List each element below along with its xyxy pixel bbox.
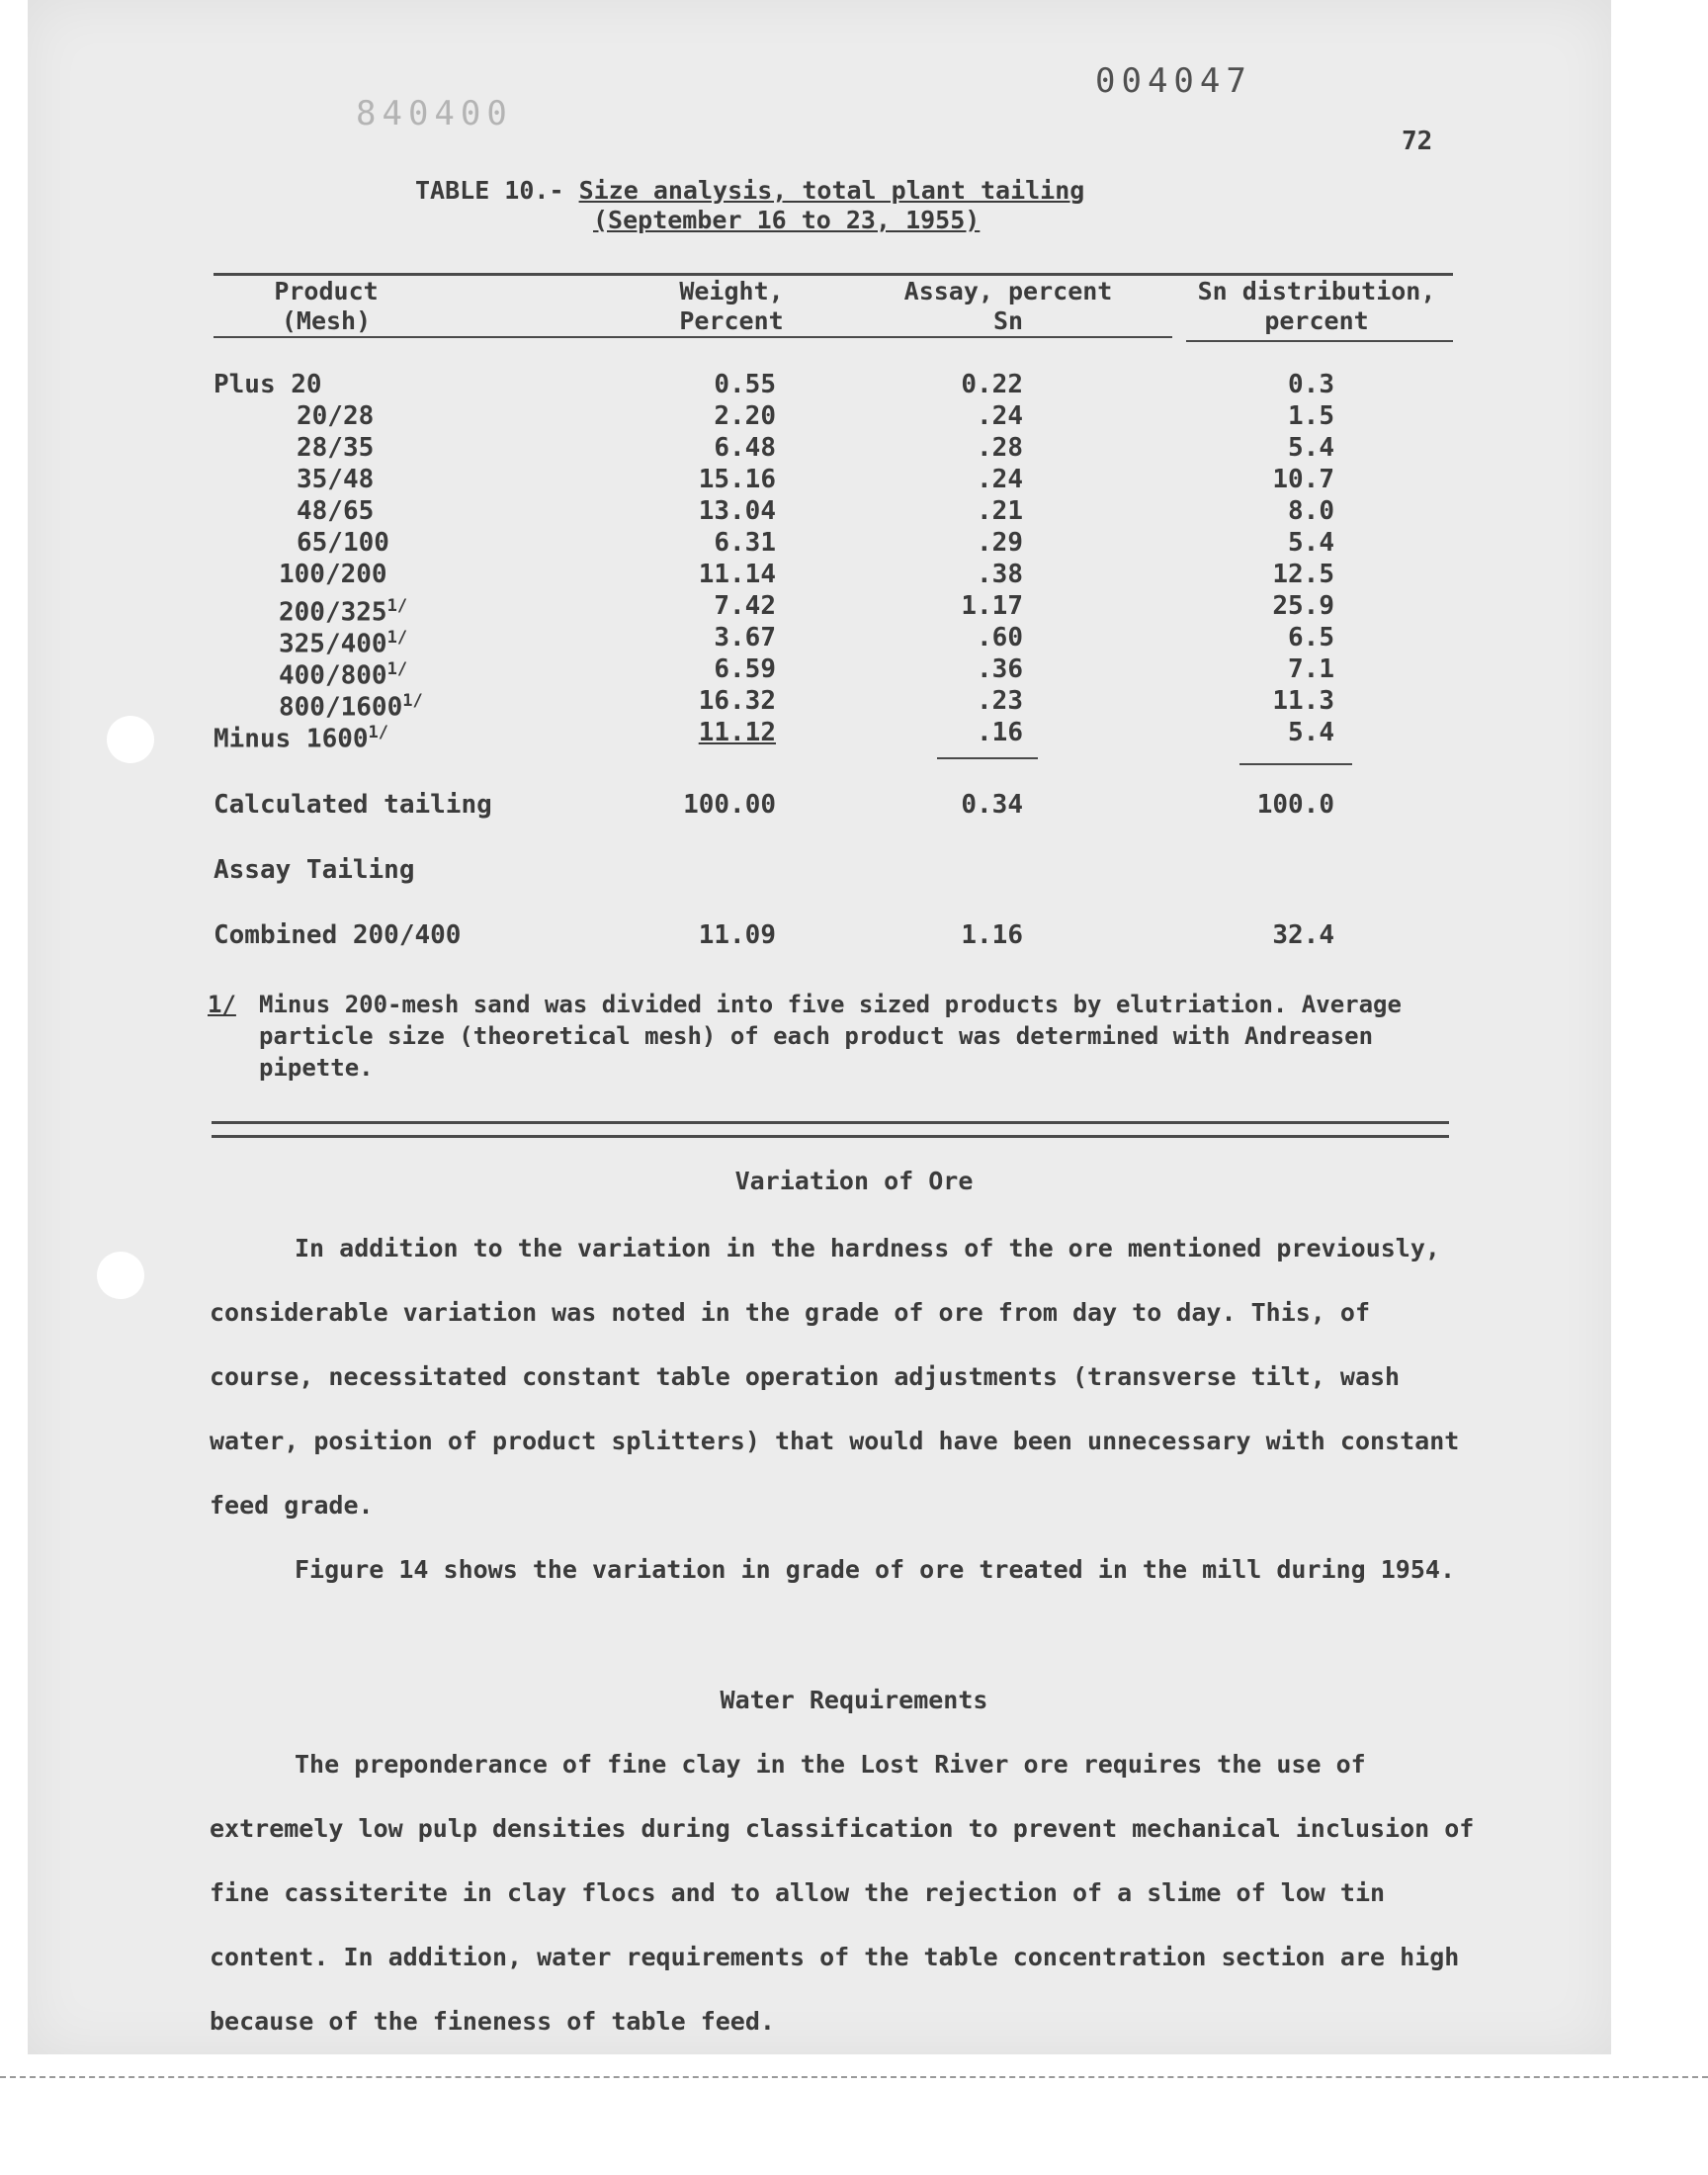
paragraph-water-requirements: The preponderance of fine clay in the Lost River ore requires the use of extremely low pulp densities during classification to prevent mechanical inclusion of fine cassiterite in clay flocs and to allow the rejection of a slime of low tin content. In addition, water requirements of the table concentration section are high because of the fineness of table feed. — [210, 1750, 1475, 2036]
column-header-product-line1: Product — [274, 277, 379, 305]
column-header-weight — [633, 277, 830, 336]
footnote-ref: 1/ — [402, 691, 423, 711]
assay-total-underline — [937, 757, 1038, 759]
section-heading-variation: Variation of Ore — [734, 1167, 974, 1195]
assay-tailing-label: Assay Tailing — [214, 855, 415, 885]
row-distribution: 1.5 — [1288, 401, 1334, 431]
punch-hole-top — [107, 716, 154, 763]
row-distribution: 5.4 — [1288, 528, 1334, 558]
row-distribution: 11.3 — [1272, 686, 1334, 716]
footnote-ref: 1/ — [368, 723, 389, 742]
document-stamp-number: 004047 — [1095, 61, 1252, 101]
row-product: 28/35 — [297, 433, 375, 463]
row-product: $200/325^{1/}$ — [279, 596, 408, 628]
calculated-tailing-label: Calculated tailing — [214, 790, 492, 820]
table-title-text: Size analysis, total plant tailing — [578, 176, 1085, 205]
row-product: $400/800^{1/}$ — [279, 659, 408, 691]
row-assay: .16 — [977, 718, 1023, 747]
header-underline-left — [214, 336, 1172, 338]
row-distribution: 10.7 — [1272, 465, 1334, 494]
row-assay: .21 — [977, 496, 1023, 526]
distribution-total-underline — [1239, 763, 1352, 765]
column-header-assay — [880, 277, 1137, 336]
faint-stamp-number: 840400 — [356, 94, 513, 133]
row-distribution: 7.1 — [1288, 654, 1334, 684]
footnote-ref: 1/ — [386, 596, 408, 616]
punch-hole-bottom — [97, 1252, 144, 1299]
row-assay: .60 — [977, 623, 1023, 652]
row-weight: 16.32 — [698, 686, 776, 716]
column-header-weight-line1: Weight, — [679, 277, 784, 305]
row-assay: .38 — [977, 560, 1023, 589]
row-product: 35/48 — [297, 465, 375, 494]
page-number: 72 — [1402, 127, 1433, 156]
row-weight: 7.42 — [714, 591, 776, 621]
table-title-prefix: TABLE 10.- — [415, 176, 564, 205]
column-header-distribution — [1178, 277, 1455, 336]
table-top-rule — [214, 273, 1453, 276]
row-weight: 11.14 — [698, 560, 776, 589]
row-distribution: 25.9 — [1272, 591, 1334, 621]
combined-label: Combined 200/400 — [214, 920, 462, 950]
scan-edge-line — [0, 2076, 1708, 2080]
row-distribution: 12.5 — [1272, 560, 1334, 589]
column-header-distribution-line1: Sn distribution, — [1197, 277, 1436, 305]
table-bottom-rule-1 — [212, 1121, 1449, 1124]
table-title — [415, 176, 1084, 205]
row-product: 48/65 — [297, 496, 375, 526]
row-weight: 13.04 — [698, 496, 776, 526]
header-underline-right — [1186, 340, 1453, 342]
table-subtitle: (September 16 to 23, 1955) — [593, 206, 981, 234]
row-product: $800/1600^{1/}$ — [279, 691, 423, 723]
row-weight: 15.16 — [698, 465, 776, 494]
row-distribution: 0.3 — [1288, 370, 1334, 399]
row-product: 20/28 — [297, 401, 375, 431]
paragraph-ore-variation: In addition to the variation in the hardness of the ore mentioned previously, considerable variation was noted in the grade of ore from day to day. This, of course, necessitated constant table operation adjustments (transverse tilt, wash water, position of product splitters) that would have been unnecessary with constant feed grade. — [210, 1234, 1460, 1520]
section-heading-water: Water Requirements — [720, 1686, 988, 1714]
row-weight: 11.12 — [698, 718, 776, 747]
footnote-text: Minus 200-mesh sand was divided into five sized products by elutriation. Average particle size (theoretical mesh) of each product was determined with Andreasen pipette. — [259, 991, 1402, 1082]
calculated-tailing-weight: 100.00 — [683, 790, 776, 820]
combined-distribution: 32.4 — [1272, 920, 1334, 950]
column-header-distribution-line2: percent — [1264, 306, 1369, 335]
row-product: 100/200 — [279, 560, 387, 589]
footnote-ref: 1/ — [386, 628, 408, 648]
footnote-mark: 1/ — [208, 991, 236, 1018]
combined-assay: 1.16 — [961, 920, 1023, 950]
row-assay: .28 — [977, 433, 1023, 463]
row-product: Minus $1600^{1/}$ — [214, 723, 389, 754]
row-distribution: 5.4 — [1288, 718, 1334, 747]
combined-weight: 11.09 — [698, 920, 776, 950]
column-header-assay-line1: Assay, percent — [903, 277, 1113, 305]
column-header-weight-line2: Percent — [679, 306, 784, 335]
row-weight: 3.67 — [714, 623, 776, 652]
row-distribution: 5.4 — [1288, 433, 1334, 463]
table-bottom-rule-2 — [212, 1135, 1449, 1138]
paragraph-figure-reference: Figure 14 shows the variation in grade of ore treated in the mill during 1954. — [295, 1555, 1455, 1584]
column-header-product — [227, 277, 425, 336]
row-assay: .29 — [977, 528, 1023, 558]
row-assay: 1.17 — [961, 591, 1023, 621]
row-weight: 6.59 — [714, 654, 776, 684]
row-assay: .24 — [977, 401, 1023, 431]
row-distribution: 6.5 — [1288, 623, 1334, 652]
footnote-ref: 1/ — [386, 659, 408, 679]
row-assay: .23 — [977, 686, 1023, 716]
row-assay: .36 — [977, 654, 1023, 684]
row-product: $325/400^{1/}$ — [279, 628, 408, 659]
row-weight: 0.55 — [714, 370, 776, 399]
row-distribution: 8.0 — [1288, 496, 1334, 526]
row-weight: 6.31 — [714, 528, 776, 558]
table-footnote — [208, 989, 1463, 1084]
column-header-product-line2: (Mesh) — [281, 306, 372, 335]
calculated-tailing-distribution: 100.0 — [1256, 790, 1334, 820]
calculated-tailing-assay: 0.34 — [961, 790, 1023, 820]
row-weight: 2.20 — [714, 401, 776, 431]
row-assay: 0.22 — [961, 370, 1023, 399]
row-product: 65/100 — [297, 528, 389, 558]
row-assay: .24 — [977, 465, 1023, 494]
row-product: Plus 20 — [214, 370, 322, 399]
column-header-assay-line2: Sn — [992, 306, 1024, 335]
row-weight: 6.48 — [714, 433, 776, 463]
